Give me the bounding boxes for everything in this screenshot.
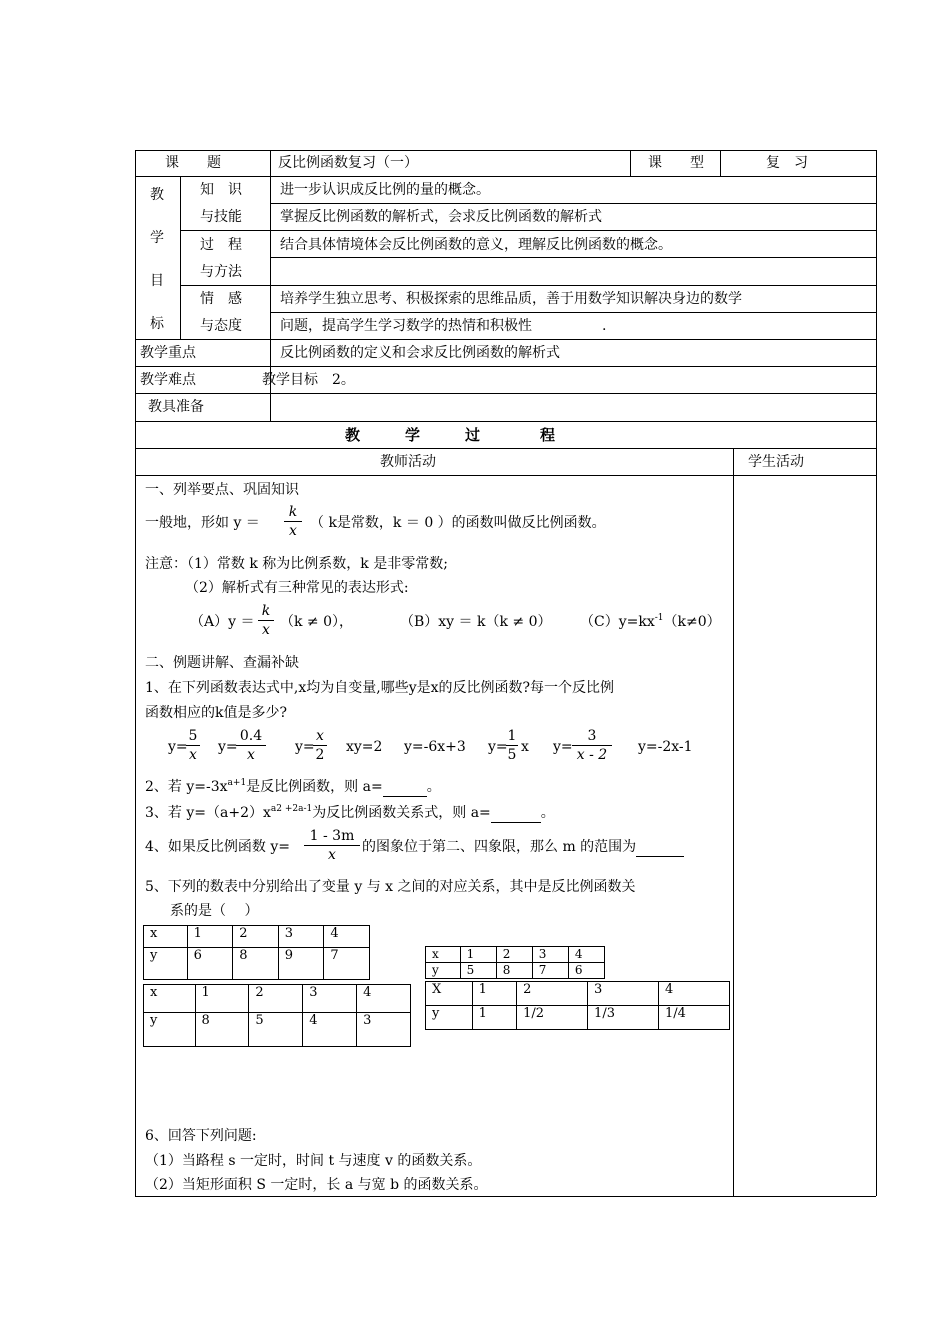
key-points-value: 反比例函数的定义和会求反比例函数的解析式	[280, 345, 560, 361]
emotion-line-1: 培养学生独立思考、积极探索的思维品质，善于用数学知识解决身边的数学	[280, 291, 742, 307]
table-cell: 6	[568, 963, 604, 979]
process-label-2: 与方法	[200, 264, 242, 280]
table-cell: 1	[472, 982, 517, 1006]
topic-value: 反比例函数复习（一）	[278, 155, 418, 171]
form-c: $(C)y=kx^{-1}(k\ne 0)$	[580, 613, 721, 630]
table-cell: 2	[233, 926, 279, 948]
question-6-title: 6、回答下列问题:	[145, 1128, 257, 1144]
table-row	[426, 1006, 730, 1030]
table-cell: x	[144, 926, 188, 948]
table-cell: 8	[195, 1013, 249, 1047]
q1-formula-5: y=-6x+3	[404, 739, 466, 755]
table-row	[426, 982, 730, 1006]
table-row	[426, 947, 605, 963]
q1-formula-2-prefix: y=	[218, 739, 238, 755]
table-cell: 2	[517, 982, 588, 1006]
table-cell: 1	[460, 947, 496, 963]
question-1-line-2: 函数相应的k值是多少?	[145, 705, 287, 721]
knowledge-label-2: 与技能	[200, 209, 242, 225]
q1-formula-6-fraction: 1 5	[507, 728, 517, 763]
teacher-activity-header: 教师活动	[380, 454, 436, 470]
knowledge-label: 知 识	[200, 182, 242, 198]
table-cell: 3	[357, 1013, 411, 1047]
table-cell: X	[426, 982, 473, 1006]
table-cell: 7	[532, 963, 568, 979]
table-cell: 8	[233, 948, 279, 980]
table-cell: 3	[532, 947, 568, 963]
question-2: 2、若 $y=-3x^{a+1}$是反比例函数，则 a= 。	[145, 778, 441, 795]
table-cell: 9	[278, 948, 324, 980]
table-cell: 1/3	[588, 1006, 659, 1030]
q1-formula-3-prefix: y=	[295, 739, 315, 755]
q1-formula-1-fraction: 5 x	[186, 728, 200, 763]
table-cell: 3	[303, 985, 357, 1013]
question-4-suffix: 的图象位于第二、四象限，那么 m 的范围为	[362, 838, 684, 857]
student-activity-header: 学生活动	[748, 454, 804, 470]
objectives-side-char: 教	[150, 187, 164, 203]
form-a-fraction: k x	[258, 603, 274, 638]
table-cell: y	[426, 963, 461, 979]
table-cell: 1	[195, 985, 249, 1013]
table-cell: 4	[303, 1013, 357, 1047]
question-3: 3、若 $y=(a+2)x^{a2 +2a-1}$为反比例函数关系式，则 a= 。	[145, 804, 555, 821]
objectives-side-char: 目	[150, 273, 164, 289]
table-cell: 4	[357, 985, 411, 1013]
form-a-prefix: （A）y ＝	[190, 614, 255, 630]
process-label: 过 程	[200, 237, 242, 253]
table-cell: 1	[187, 926, 233, 948]
emotion-line-2: 问题，提高学生学习数学的热情和积极性 .	[280, 318, 607, 334]
emotion-label: 情 感	[200, 291, 242, 307]
knowledge-line-1: 进一步认识成反比例的量的概念。	[280, 182, 490, 198]
q1-formula-4: xy=2	[346, 739, 383, 755]
table-cell: 8	[496, 963, 532, 979]
q1-formula-6-prefix: y=	[488, 739, 508, 755]
question-1-line-1: 1、在下列函数表达式中,x均为自变量,哪些y是x的反比例函数?每一个反比例	[145, 680, 615, 696]
difficult-points-label: 教学难点	[140, 372, 196, 388]
knowledge-line-2: 掌握反比例函数的解析式，会求反比例函数的解析式	[280, 209, 602, 225]
table-option-b	[143, 984, 411, 1047]
question-4-fraction: 1 - 3m x	[304, 828, 360, 863]
q1-formula-1-prefix: y=	[168, 739, 188, 755]
table-cell: x	[144, 985, 196, 1013]
definition-fraction: k x	[284, 504, 302, 539]
q1-formula-3-fraction: x 2	[313, 728, 327, 763]
type-value: 复 习	[766, 155, 808, 171]
form-b: （B）xy ＝ k（k ≠ 0）	[400, 614, 552, 630]
table-cell: 1/2	[517, 1006, 588, 1030]
emotion-label-2: 与态度	[200, 318, 242, 334]
difficult-points-value: 教学目标 2。	[262, 372, 355, 388]
process-line-1: 结合具体情境体会反比例函数的意义，理解反比例函数的概念。	[280, 237, 672, 253]
table-cell: x	[426, 947, 461, 963]
form-a-suffix: （k ≠ 0），	[280, 614, 354, 630]
table-cell: 4	[324, 926, 370, 948]
table-cell: 1	[472, 1006, 517, 1030]
process-title: 教 学 过 程	[345, 426, 556, 444]
table-cell: 7	[324, 948, 370, 980]
question-5-line-1: 5、下列的数表中分别给出了变量 y 与 x 之间的对应关系，其中是反比例函数关	[145, 879, 636, 895]
table-cell: 6	[187, 948, 233, 980]
key-points-label: 教学重点	[140, 345, 196, 361]
question-6-item-1: （1）当路程 s 一定时，时间 t 与速度 v 的函数关系。	[145, 1153, 482, 1169]
type-label: 课 型	[648, 155, 704, 171]
q1-formula-7-fraction: 3 x - 2	[572, 728, 612, 763]
note-1: 注意：（1）常数 k 称为比例系数，k 是非零常数;	[145, 556, 448, 572]
table-cell: y	[144, 1013, 196, 1047]
table-row	[144, 1013, 411, 1047]
table-cell: 4	[568, 947, 604, 963]
table-option-d	[425, 981, 730, 1030]
topic-label: 课 题	[165, 155, 221, 171]
table-cell: 5	[249, 1013, 303, 1047]
table-cell: 3	[278, 926, 324, 948]
preparation-label: 教具准备	[148, 399, 204, 415]
table-cell: 2	[496, 947, 532, 963]
table-cell: y	[144, 948, 188, 980]
q1-formula-7-prefix: y=	[553, 739, 573, 755]
table-option-c	[425, 946, 605, 979]
question-5-line-2: 系的是（ ）	[170, 903, 259, 919]
q1-formula-2-fraction: 0.4 x	[236, 728, 266, 763]
objectives-side-char: 标	[150, 316, 164, 332]
table-option-a	[143, 925, 370, 980]
q1-formula-8: y=-2x-1	[638, 739, 693, 755]
table-cell: 5	[460, 963, 496, 979]
note-2: （2）解析式有三种常见的表达形式:	[185, 580, 409, 596]
table-cell: 4	[659, 982, 730, 1006]
table-cell: 3	[588, 982, 659, 1006]
table-row	[144, 948, 370, 980]
table-cell: 1/4	[659, 1006, 730, 1030]
table-cell: 2	[249, 985, 303, 1013]
table-row	[144, 926, 370, 948]
section-1-title: 一、列举要点、巩固知识	[145, 482, 299, 498]
definition-suffix: （ k是常数，k ＝ 0 ）的函数叫做反比例函数。	[310, 515, 606, 531]
definition-prefix: 一般地，形如 y ＝	[145, 515, 260, 531]
objectives-side-char: 学	[150, 230, 164, 246]
table-row	[144, 985, 411, 1013]
question-4-prefix: 4、如果反比例函数 y=	[145, 839, 290, 855]
question-6-item-2: （2）当矩形面积 S 一定时，长 a 与宽 b 的函数关系。	[145, 1177, 488, 1193]
q1-formula-6-suffix: x	[521, 739, 529, 755]
table-cell: y	[426, 1006, 473, 1030]
table-row	[426, 963, 605, 979]
section-2-title: 二、例题讲解、查漏补缺	[145, 655, 299, 671]
